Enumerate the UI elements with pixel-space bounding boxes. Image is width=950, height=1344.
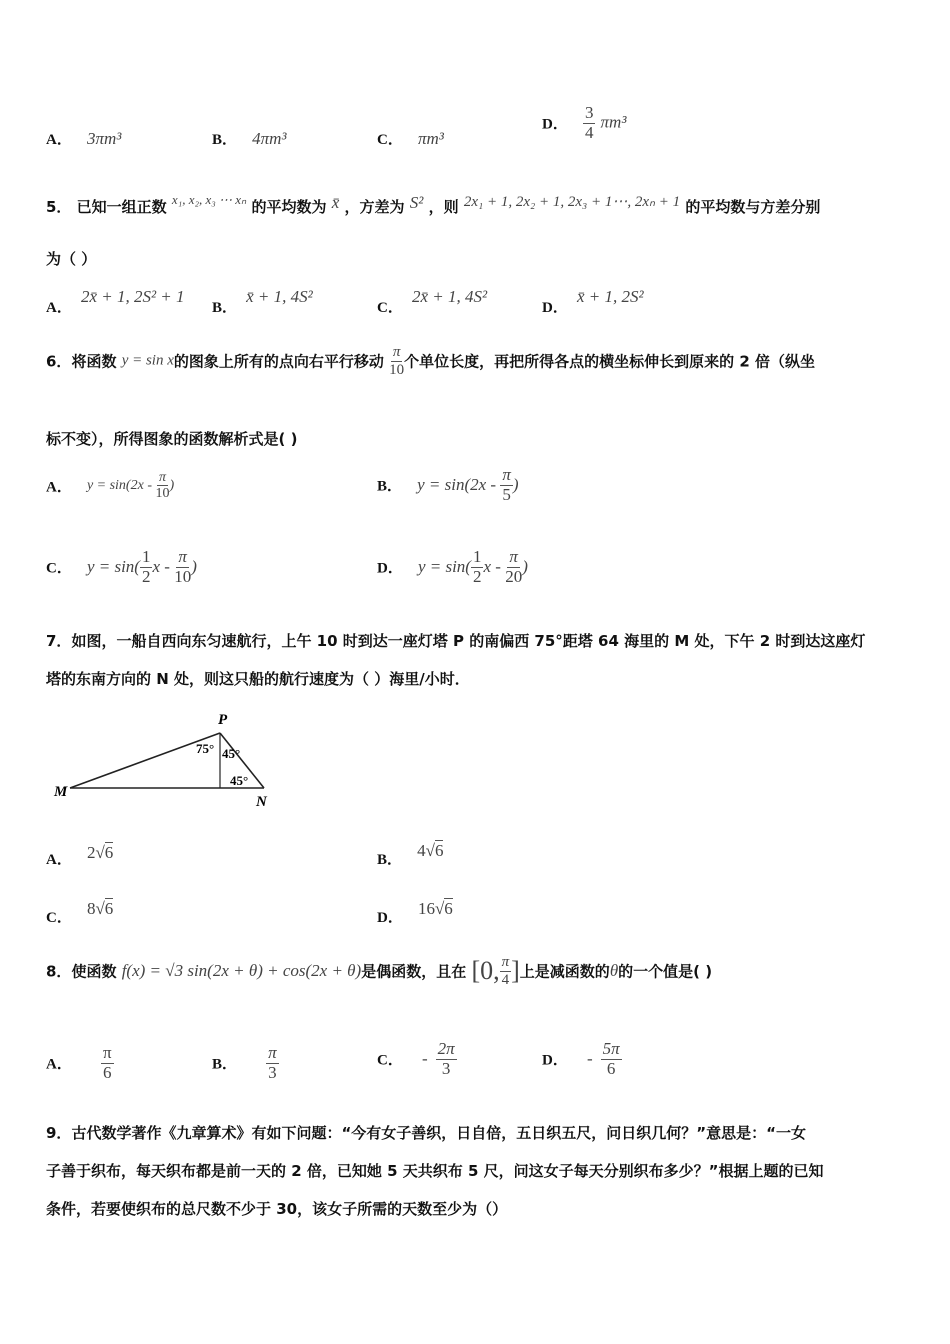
question-text: 是偶函数，且在 [361,962,467,981]
option-label: B． [212,1056,238,1073]
fraction-numerator: π [158,470,166,485]
option-sign: - [586,1049,593,1069]
q6-line1 [46,344,815,378]
triangle-figure [48,708,278,813]
option-label: A． [46,132,72,148]
fraction-numerator: 1 [141,547,151,566]
q9-line3: 条件，若要使织布的总尺数不少于 30，该女子所需的天数至少为（） [46,1200,508,1218]
q5-line2: 为（ ） [46,250,97,268]
fraction-numerator: 1 [472,547,482,566]
option-radicand: 6 [104,899,114,918]
math-expr: S² [409,193,424,212]
option-radicand: 6 [444,899,453,918]
fraction-numerator: 5π [602,1039,620,1058]
option-expr: ) [169,477,175,493]
q6-option-a [46,470,174,502]
option-label: A． [46,1056,72,1073]
q7-line1 [46,630,865,651]
option-fraction [500,466,513,504]
fraction-denominator: 20 [505,566,523,586]
interval-right: ] [511,956,520,985]
fraction-denominator: 10 [174,566,192,586]
fraction-denominator: 4 [584,122,594,142]
shift-fraction [389,344,404,378]
interval-fraction [500,954,512,988]
question-text: 将函数 [71,352,117,371]
fraction-numerator: 2π [437,1039,455,1058]
question-text: 个单位长度，再把所得各点的横坐标伸长到原来的 2 倍（纵坐 [404,352,816,371]
question-number: 5． [46,198,72,216]
option-expr: 4πm³ [252,129,287,148]
option-label: A． [46,300,72,316]
q6-option-c [46,548,197,586]
option-label: B． [212,300,238,316]
question-number: 8． [46,962,72,981]
option-expr: y = sin(2x - [417,475,501,495]
option-expr: x - [152,557,175,577]
fraction-denominator: 4 [501,971,510,988]
option-label: D． [542,1052,568,1069]
option-label: C． [377,1052,403,1069]
option-coef: 8 [86,899,96,918]
fraction-denominator: 10 [155,486,170,502]
q7-option-c [46,898,114,926]
q6-option-b [377,466,519,504]
sqrt-sign: √ [95,899,105,918]
q7-option-a [46,842,114,868]
q9-line2: 子善于织布，每天织布都是前一天的 2 倍，已知她 5 天共织布 5 尺，问这女子每天分别织布多少？”根据上题的已知 [46,1162,824,1180]
option-expr: x̄ + 1, 4S² [246,287,313,306]
question-number: 6． [46,352,72,371]
question-text: 使函数 [71,962,117,981]
option-label: B． [212,132,238,148]
option-expr: x̄ + 1, 2S² [576,287,644,306]
option-label: C． [377,132,403,148]
half-fraction [471,548,484,586]
option-expr: ) [512,475,519,495]
fraction-numerator: π [178,547,187,566]
math-expr: x̄ [331,193,340,212]
q8-option-a [46,1044,114,1082]
question-text: 的平均数为 [251,198,327,216]
q8-option-c [377,1040,457,1078]
option-expr: 3πm³ [86,129,122,148]
option-fraction [266,1044,279,1082]
option-fraction [583,104,596,142]
option-coef: 2 [86,843,96,862]
q4-option-b [212,128,287,149]
question-text: 古代数学著作《九章算术》有如下问题：“今有女子善织，日自倍，五日织五尺，问日织几何？”意思是：“一女 [71,1124,807,1142]
option-fraction [601,1040,622,1078]
label-n: N [256,794,267,810]
fraction-denominator: 2 [472,566,482,586]
sqrt-sign: √ [425,841,435,860]
option-radicand: 6 [104,843,114,862]
option-expr: y = sin( [86,557,140,577]
fraction-numerator: π [509,547,518,566]
q8-line1 [46,954,712,988]
option-coef: 16 [417,899,435,918]
label-m: M [54,784,68,800]
q5-option-c [377,286,488,316]
fraction-numerator: π [392,344,401,360]
option-fraction [174,548,191,586]
fraction-denominator: 2 [141,566,151,586]
fraction-numerator: π [501,954,510,970]
option-radicand: 6 [434,841,444,860]
option-expr: y = sin(2x - [86,477,156,493]
option-label: C． [377,300,403,316]
question-number: 9． [46,1124,72,1142]
q8-option-b [212,1044,279,1082]
q6-line2: 标不变），所得图象的函数解析式是( ) [46,430,298,448]
fraction-numerator: π [102,1043,112,1062]
question-number: 7． [46,632,72,650]
option-label: C． [46,560,72,577]
q4-option-c [377,128,444,149]
fraction-denominator: 3 [268,1062,277,1082]
question-text: ，则 [428,198,459,216]
math-expr: f(x) = √3 sin(2x + θ) + cos(2x + θ) [121,961,362,980]
option-expr: ) [191,557,197,577]
fraction-denominator: 6 [606,1058,616,1078]
q4-option-d [542,104,626,142]
option-label: D． [542,116,568,133]
label-angle-75: 75° [196,741,215,756]
question-text: 的一个值是( ) [618,962,713,981]
sqrt-sign: √ [95,843,105,862]
option-expr: πm³ [417,129,444,148]
math-expr: y = sin x [121,352,174,369]
option-fraction [505,548,522,586]
option-fraction [155,470,169,502]
q5-option-b [212,286,313,316]
option-label: A． [46,852,72,868]
q7-line2: 塔的东南方向的 N 处，则这只船的航行速度为（ ）海里/小时． [46,670,470,688]
math-expr: θ [609,961,619,980]
fraction-denominator: 5 [502,484,511,504]
option-label: A． [46,479,72,496]
option-expr: ) [522,557,528,577]
math-expr: 2x₁ + 1, 2x₂ + 1, 2x₃ + 1⋯, 2xₙ + 1 [463,194,681,210]
question-text: 的图象上所有的点向右平行移动 [173,352,384,371]
fraction-denominator: 6 [102,1062,112,1082]
option-label: D． [377,560,403,577]
label-p: P [218,712,228,728]
fraction-denominator: 3 [441,1058,451,1078]
question-text: 已知一组正数 [76,198,167,216]
fraction-numerator: π [502,465,511,484]
option-label: B． [377,852,403,868]
q5-line1 [46,192,821,217]
option-expr: y = sin( [417,557,471,577]
option-label: B． [377,478,403,495]
option-expr: 2x̄ + 1, 2S² + 1 [80,287,185,306]
q6-option-d [377,548,528,586]
label-angle-45-top: 45° [222,746,241,761]
option-expr: 2x̄ + 1, 4S² [411,287,488,306]
q9-line1 [46,1122,806,1143]
question-text: 如图，一船自西向东匀速航行，上午 10 时到达一座灯塔 P 的南偏西 75°距塔 64 海里的 M 处，下午 2 时到达这座灯 [71,632,866,650]
fraction-denominator: 10 [389,361,405,378]
option-fraction [101,1044,114,1082]
interval-left: [0, [471,956,500,985]
option-expr: x - [483,557,506,577]
q7-option-d [377,898,453,926]
q5-option-a [46,286,185,316]
option-label: D． [377,910,403,926]
question-text: ，方差为 [344,198,405,216]
q5-option-d [542,286,644,316]
half-fraction [140,548,153,586]
option-fraction [436,1040,457,1078]
option-expr: πm³ [600,112,627,132]
q4-option-a [46,128,121,149]
label-angle-45-bottom: 45° [230,773,249,788]
fraction-numerator: π [268,1043,277,1062]
q8-option-d [542,1040,622,1078]
q7-option-b [377,840,444,868]
math-expr: x₁, x₂, x₃ ⋯ xₙ [171,192,247,207]
option-label: C． [46,910,72,926]
option-label: D． [542,300,568,316]
option-sign: - [421,1049,428,1069]
question-text: 上是减函数的 [519,962,610,981]
sqrt-sign: √ [434,899,445,918]
question-text: 的平均数与方差分别 [685,198,821,216]
option-coef: 4 [417,841,426,860]
fraction-numerator: 3 [584,103,594,122]
